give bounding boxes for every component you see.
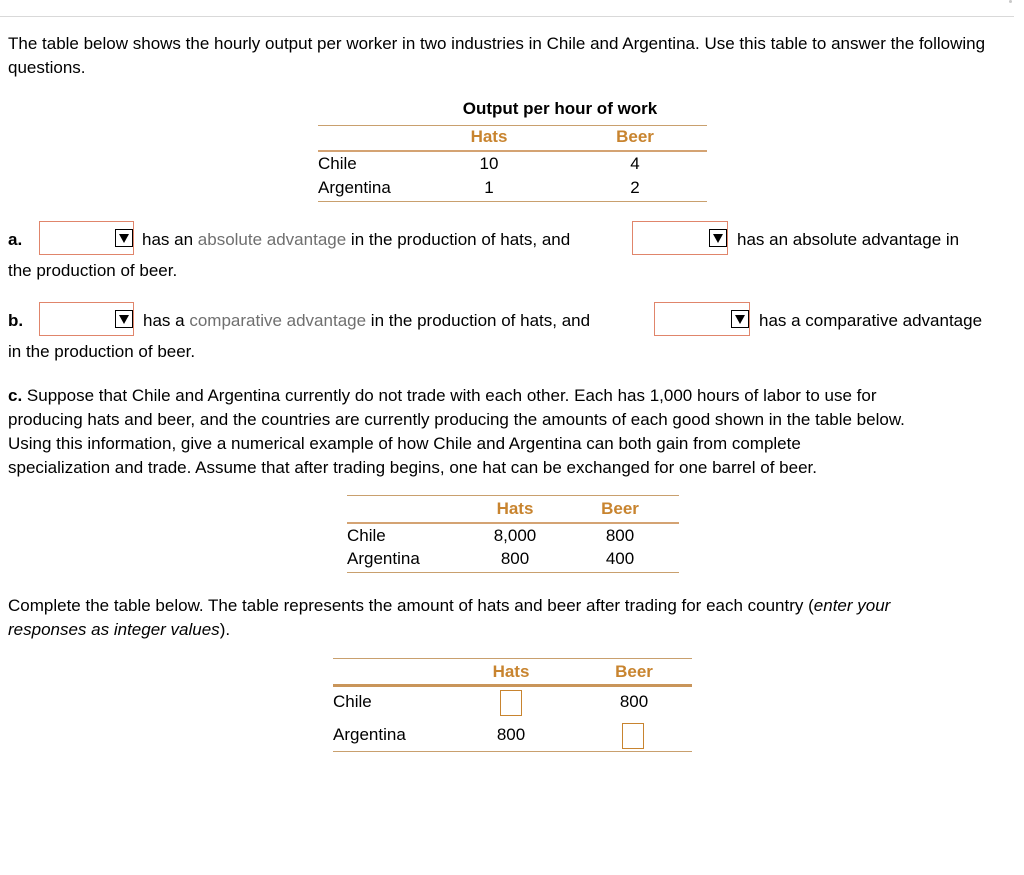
table2-bottom-rule xyxy=(347,572,679,573)
question-a-text3: has an absolute advantage in xyxy=(737,230,960,249)
table2-chile-hats: 8,000 xyxy=(493,526,537,545)
chevron-down-icon xyxy=(731,310,749,328)
instruction-end: ). xyxy=(219,620,231,639)
question-b-text xyxy=(143,311,590,331)
table2-col-hats: Hats xyxy=(496,499,534,518)
corner-mark xyxy=(1009,0,1012,3)
instruction-part1: Complete the table below. The table represents the amount of hats and beer after trading for each country ( xyxy=(8,596,814,615)
table1-header-rule xyxy=(318,150,707,152)
instruction-italic2: responses as integer values xyxy=(8,620,220,639)
question-b-dropdown-2[interactable] xyxy=(654,302,750,336)
table1-row-chile: Chile xyxy=(318,154,357,173)
table2-col-beer: Beer xyxy=(601,499,639,518)
question-c-line2: producing hats and beer, and the countries are currently producing the amounts of each good shown in the table below. xyxy=(8,410,905,429)
table3-chile-beer: 800 xyxy=(619,692,649,711)
intro-text: The table below shows the hourly output per worker in two industries in Chile and Argentina. Use this table to answer the following questions. xyxy=(8,34,986,77)
q-b-text1: has a xyxy=(143,311,185,330)
top-divider xyxy=(0,16,1014,17)
table3-bottom-rule xyxy=(333,751,692,752)
table1-title: Output per hour of work xyxy=(462,99,658,118)
question-c-line1 xyxy=(8,384,1020,408)
question-b-dropdown-1[interactable] xyxy=(39,302,134,336)
table1-chile-hats: 10 xyxy=(479,154,499,173)
table1-bottom-rule xyxy=(318,201,707,202)
instruction-text xyxy=(8,594,1020,642)
chevron-down-icon xyxy=(115,310,133,328)
comparative-advantage-link[interactable]: comparative advantage xyxy=(189,311,367,330)
argentina-beer-input[interactable] xyxy=(622,723,644,749)
table2-row-argentina: Argentina xyxy=(347,549,420,568)
question-c-line4: specialization and trade. Assume that after trading begins, one hat can be exchanged for one barrel of beer. xyxy=(8,458,817,477)
question-a-dropdown-2[interactable] xyxy=(632,221,728,255)
question-c-label: c. xyxy=(8,386,23,405)
question-a-text4: the production of beer. xyxy=(8,261,178,280)
q-a-text1: has an xyxy=(142,230,194,249)
question-a-text xyxy=(142,230,570,250)
table1-col-hats: Hats xyxy=(470,127,508,146)
chevron-down-icon xyxy=(115,229,133,247)
table3-row-argentina: Argentina xyxy=(333,725,406,744)
table1-argentina-hats: 1 xyxy=(484,178,494,197)
q-b-text2: in the production of hats, and xyxy=(370,311,591,330)
table1-chile-beer: 4 xyxy=(630,154,640,173)
table3-col-hats: Hats xyxy=(492,662,530,681)
table3-top-rule xyxy=(333,658,692,659)
absolute-advantage-link[interactable]: absolute advantage xyxy=(197,230,347,249)
question-b-label: b. xyxy=(8,311,24,330)
question-a-dropdown-1[interactable] xyxy=(39,221,134,255)
chile-hats-input[interactable] xyxy=(500,690,522,716)
table3-col-beer: Beer xyxy=(615,662,653,681)
table2-top-rule xyxy=(347,495,679,496)
question-b-text3: has a comparative advantage xyxy=(759,311,983,330)
table2-argentina-beer: 400 xyxy=(605,549,635,568)
table2-row-chile: Chile xyxy=(347,526,386,545)
chevron-down-icon xyxy=(709,229,727,247)
question-a-label: a. xyxy=(8,230,23,249)
q-a-text2: in the production of hats, and xyxy=(350,230,571,249)
table2-argentina-hats: 800 xyxy=(500,549,530,568)
instruction-italic: enter your xyxy=(813,596,891,615)
question-c-line3: Using this information, give a numerical example of how Chile and Argentina can both gain from complete xyxy=(8,434,801,453)
table2-header-rule xyxy=(347,522,679,524)
question-b-text4: in the production of beer. xyxy=(8,342,196,361)
table1-top-rule xyxy=(318,125,707,126)
q-c-line1: Suppose that Chile and Argentina currently do not trade with each other. Each has 1,000 hours of labor to use for xyxy=(26,386,877,405)
table3-argentina-hats: 800 xyxy=(496,725,526,744)
table1-row-argentina: Argentina xyxy=(318,178,391,197)
table3-header-rule xyxy=(333,684,692,687)
table3-row-chile: Chile xyxy=(333,692,372,711)
table2-chile-beer: 800 xyxy=(605,526,635,545)
table1-argentina-beer: 2 xyxy=(630,178,640,197)
table1-col-beer: Beer xyxy=(616,127,654,146)
question-c xyxy=(8,384,1020,480)
